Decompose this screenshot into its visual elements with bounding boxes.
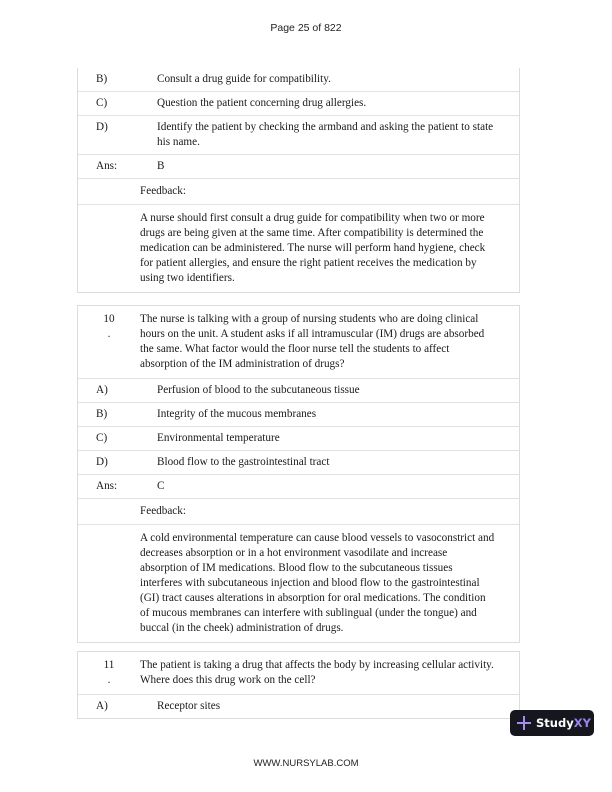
option-row-c [78,91,519,115]
option-label: B) [96,408,108,420]
question-9-table [77,68,520,293]
option-text: Question the patient concerning drug allergies. [157,97,367,109]
question-number-suffix: . [107,674,111,686]
answer-row [78,154,519,178]
option-label: B) [96,73,108,85]
option-row-c [78,426,519,450]
option-label: C) [96,432,108,444]
feedback-header-row [78,178,519,204]
feedback-text: A cold environmental temperature can cause blood vessels to vasoconstrict and decreases absorption or in a hot environment vasodilate and increase absorption of IM medications. Blood flow to the subcutaneous tissues interferes with subcutaneous injection and blood flow to the gastrointestinal (GI) tract causes alterations in absorption for oral medications. The condition of mucous membranes can interfere with sublingual (under the tongue) and buccal (in the cheek) administration of drugs. [140,532,495,634]
studyxy-badge[interactable] [510,710,594,736]
option-text: Identify the patient by checking the armband and asking the patient to state his name. [157,121,494,148]
feedback-label: Feedback: [140,505,186,517]
question-number-value: 10 [103,313,115,325]
option-label: A) [96,384,108,396]
feedback-text: A nurse should first consult a drug guide for compatibility when two or more drugs are being given at the same time. After compatibility is determined the medication can be administered. The nurse will perform hand hygiene, check for patient allergies, and ensure the right patient receives the medication by using two identifiers. [140,212,486,284]
badge-brand-main: Study [536,716,574,730]
feedback-row [78,524,519,642]
answer-label: Ans: [96,160,118,172]
option-row-d [78,115,519,154]
badge-brand-accent: XY [573,716,591,730]
question-10-table [77,305,520,643]
option-row-b [78,402,519,426]
option-row-a [78,694,519,718]
answer-row [78,474,519,498]
option-text: Blood flow to the gastrointestinal tract [157,456,330,468]
option-text: Environmental temperature [157,432,280,444]
footer-site: WWW.NURSYLAB.COM [253,758,359,769]
option-row-a [78,378,519,402]
answer-value: C [157,480,165,492]
option-text: Integrity of the mucous membranes [157,408,317,420]
question-stem: The patient is taking a drug that affects the body by increasing cellular activity. Where does this drug work on the cell? [140,659,494,686]
question-number-value: 11 [103,659,115,671]
answer-value: B [157,160,165,172]
option-text: Receptor sites [157,700,221,712]
question-stem-row [78,652,519,694]
question-number-suffix: . [107,328,111,340]
option-label: D) [96,456,108,468]
option-label: C) [96,97,108,109]
page-indicator: Page 25 of 822 [270,22,342,34]
option-text: Perfusion of blood to the subcutaneous tissue [157,384,360,396]
feedback-label: Feedback: [140,185,186,197]
question-stem-row [78,306,519,378]
feedback-header-row [78,498,519,524]
option-label: A) [96,700,108,712]
option-text: Consult a drug guide for compatibility. [157,73,331,85]
option-label: D) [96,121,108,133]
answer-label: Ans: [96,480,118,492]
plus-icon [514,710,536,736]
question-number [78,658,140,688]
question-stem: The nurse is talking with a group of nursing students who are doing clinical hours on the unit. A student asks if all intramuscular (IM) drugs are absorbed the same. What factor would the floor nurse tell the students to affect absorption of the IM administration of drugs? [140,313,485,370]
option-row-d [78,450,519,474]
question-11-table [77,651,520,719]
question-number [78,312,140,372]
feedback-row [78,204,519,292]
option-row-b [78,68,519,91]
